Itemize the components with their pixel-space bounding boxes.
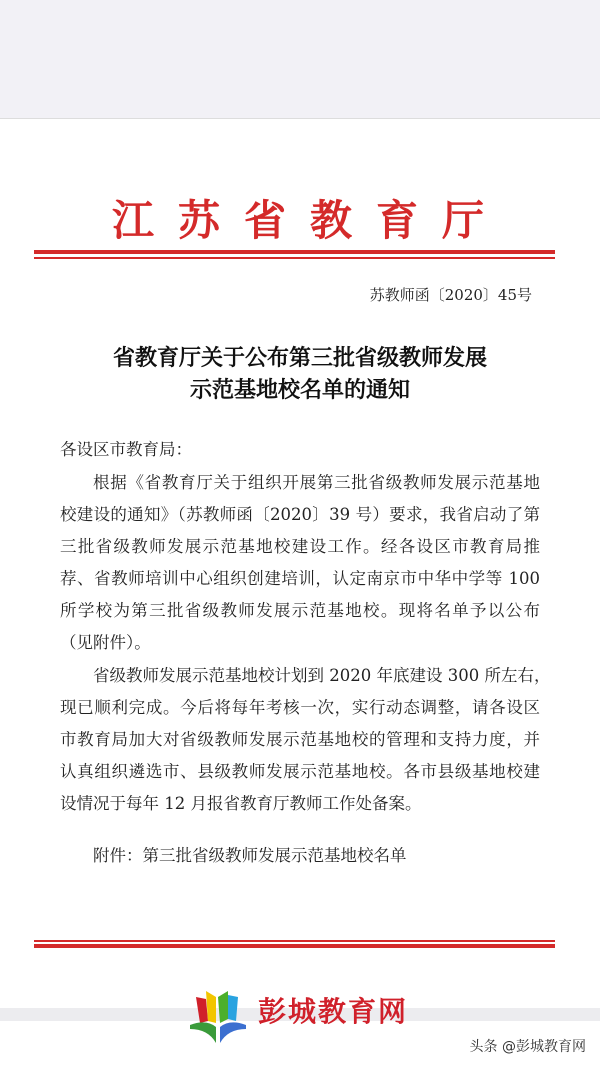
header-rule-thin	[34, 257, 555, 259]
header-rule-thick	[34, 250, 555, 254]
paragraph1-line: 校建设的通知》（苏教师函〔2020〕39 号）要求，我省启动了第	[60, 505, 540, 524]
paragraph1-line: （见附件）。	[60, 633, 151, 652]
top-band	[0, 0, 600, 119]
notice-title-line1: 省教育厅关于公布第三批省级教师发展	[112, 345, 487, 371]
footer-rule-thick	[34, 944, 555, 948]
book-logo-icon	[188, 985, 248, 1045]
paragraph2-line: 市教育局加大对省级教师发展示范基地校的管理和支持力度，并	[60, 730, 540, 749]
paragraph1-line: 所学校为第三批省级教师发展示范基地校。现将名单予以公布	[60, 601, 540, 620]
paragraph2-line: 设情况于每年 12 月报省教育厅教师工作处备案。	[60, 794, 422, 813]
issuer-header: 江苏省教育厅	[111, 196, 508, 245]
paragraph2-line: 认真组织遴选市、县级教师发展示范基地校。各市县级基地校建	[60, 762, 540, 781]
paragraph1-line: 根据《省教育厅关于组织开展第三批省级教师发展示范基地	[93, 473, 540, 492]
paragraph1-line: 三批省级教师发展示范基地校建设工作。经各设区市教育局推	[60, 537, 540, 556]
salutation: 各设区市教育局：	[60, 440, 192, 459]
document-number: 苏教师函〔2020〕45号	[369, 286, 532, 304]
brand-logo-text: 彭城教育网	[258, 995, 409, 1028]
paragraph1-line: 荐、省教师培训中心组织创建培训，认定南京市中华中学等 100	[60, 569, 540, 588]
footer-rule-thin	[34, 940, 555, 942]
source-watermark: 头条 @彭城教育网	[469, 1039, 586, 1055]
paragraph2-line: 省级教师发展示范基地校计划到 2020 年底建设 300 所左右，	[93, 666, 551, 685]
attachment-note: 附件：第三批省级教师发展示范基地校名单	[93, 846, 407, 865]
notice-title-line2: 示范基地校名单的通知	[189, 377, 410, 403]
paragraph2-line: 现已顺利完成。今后将每年考核一次，实行动态调整，请各设区	[60, 698, 540, 717]
